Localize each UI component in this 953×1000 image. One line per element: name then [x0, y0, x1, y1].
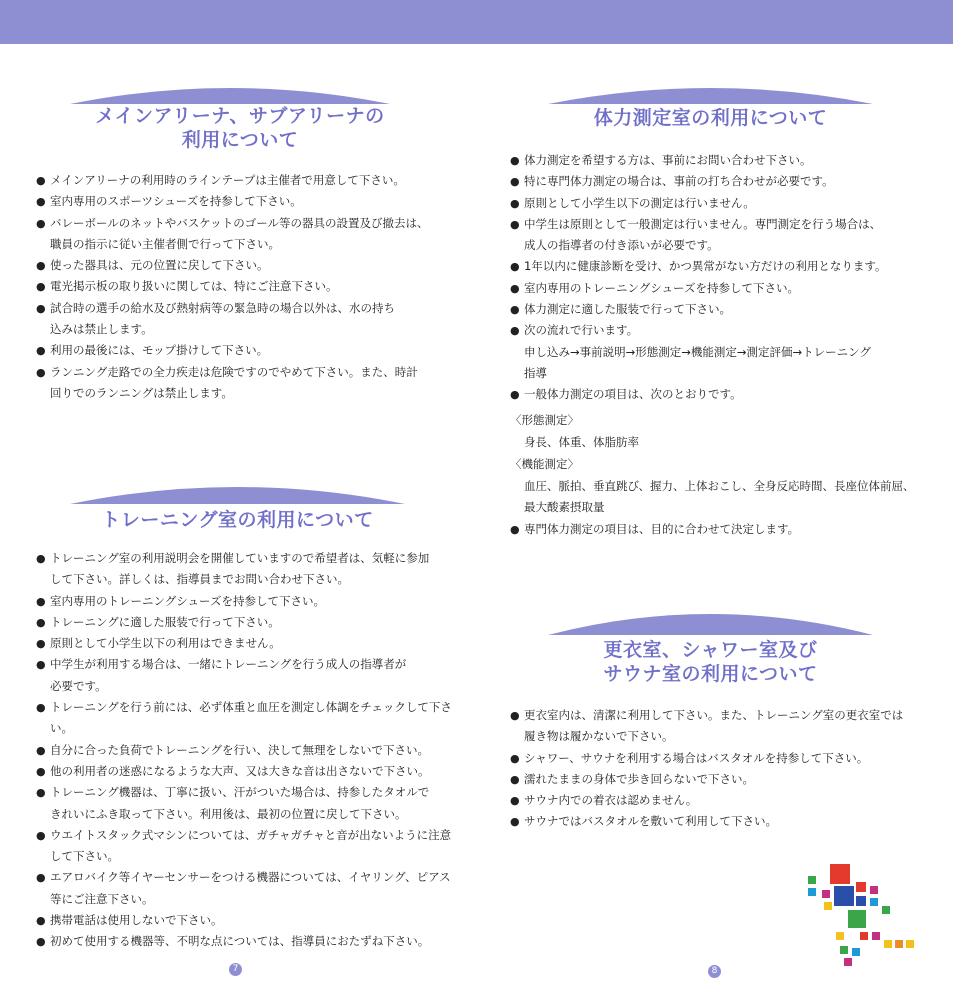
rule-item [36, 910, 461, 931]
rule-text: 濡れたままの身体で歩き回らないで下さい。 [524, 771, 754, 786]
bullet-icon: ● [36, 174, 46, 187]
rule-text: 更衣室内は、清潔に利用して下さい。また、トレーニング室の更衣室では 履き物は履かないで下さい。 [524, 708, 904, 744]
rule-text: 試合時の選手の給水及び熱射病等の緊急時の場合以外は、水の持ち 込みは禁止します。 [50, 300, 395, 337]
bullet-icon: ● [36, 552, 46, 565]
rule-text: バレーボールのネットやバスケットのゴール等の器具の設置及び撤去は、 職員の指示に従い主催者側で行って下さい。 [50, 215, 429, 251]
mosaic-square [834, 886, 854, 906]
rule-item [510, 299, 940, 320]
rule-item [510, 790, 940, 811]
rule-item [36, 255, 456, 276]
rule-item [36, 825, 461, 868]
bullet-icon: ● [36, 871, 46, 885]
rule-text: 他の利用者の迷惑になるような大声、又は大きな音は出さないで下さい。 [50, 763, 430, 778]
mosaic-square [852, 948, 860, 956]
rule-text: 体力測定に適した服装で行って下さい。 [524, 302, 731, 317]
rule-item [36, 170, 456, 191]
rule-item [36, 782, 461, 825]
rule-item [36, 191, 456, 212]
rule-item [36, 761, 461, 782]
rule-text: エアロバイク等イヤーセンサーをつける機器については、イヤリング、ピアス 等にご注意下さい。 [50, 870, 451, 906]
rule-item [36, 548, 461, 591]
rule-item [36, 298, 456, 341]
locker-title: 更衣室、シャワー室及び サウナ室の利用について [603, 639, 818, 685]
bullet-icon: ● [510, 815, 520, 829]
locker-rules [510, 705, 940, 833]
mosaic-square [860, 932, 868, 940]
bullet-icon: ● [36, 259, 46, 273]
bullet-icon: ● [36, 828, 46, 842]
bullet-icon: ● [36, 216, 46, 230]
rule-item [36, 591, 461, 612]
mosaic-square [844, 958, 852, 966]
mosaic-square [830, 864, 850, 884]
rule-text: メインアリーナの利用時のラインテープは主催者で用意して下さい。 [50, 173, 405, 187]
title-arc [548, 82, 873, 104]
rule-text: ランニング走路での全力疾走は危険ですのでやめて下さい。また、時計 回りでのランニングは禁止します。 [50, 364, 418, 400]
rule-text: トレーニング室の利用説明会を開催していますので希望者は、気軽に参加 して下さい。詳しくは、指導員までお問い合わせ下さい。 [50, 551, 430, 587]
rule-item [510, 769, 940, 790]
bullet-icon: ● [510, 281, 520, 295]
bullet-icon: ● [510, 196, 520, 210]
bullet-icon: ● [510, 324, 520, 338]
rule-text: トレーニングに適した服装で行って下さい。 [50, 614, 280, 629]
mosaic-square [856, 882, 866, 892]
rule-item [510, 748, 940, 769]
rule-text: サウナではバスタオルを敷いて利用して下さい。 [524, 814, 777, 829]
title-arc [70, 82, 390, 104]
morph-label: 〈形態測定〉 [510, 413, 579, 427]
rule-item [510, 320, 940, 384]
bullet-icon: ● [36, 195, 46, 209]
rule-text: ウエイトスタック式マシンについては、ガチャガチャと音が出ないように注意 して下さい。 [50, 827, 452, 864]
bullet-icon: ● [36, 658, 46, 672]
mosaic-square [870, 886, 878, 894]
rule-text: 原則として小学生以下の測定は行いません。 [524, 195, 755, 210]
bullet-icon: ● [510, 709, 520, 722]
mosaic-square [872, 932, 880, 940]
mosaic-square [856, 896, 866, 906]
page-number: 7 [229, 963, 242, 976]
bullet-icon: ● [510, 794, 520, 808]
rule-text: 室内専用のスポーツシューズを持参して下さい。 [50, 194, 302, 209]
bullet-icon: ● [36, 280, 46, 294]
mosaic-decoration [800, 860, 920, 975]
rule-item [36, 697, 461, 740]
rule-text: 中学生が利用する場合は、一緒にトレーニングを行う成人の指導者が 必要です。 [50, 657, 407, 693]
rule-text: 電光掲示板の取り扱いに関しては、特にご注意下さい。 [50, 279, 338, 294]
rule-item [510, 150, 940, 171]
mosaic-square [895, 940, 903, 948]
fitness-rules [510, 150, 940, 406]
rule-text: 室内専用のトレーニングシューズを持参して下さい。 [50, 593, 325, 608]
bullet-icon: ● [510, 523, 520, 536]
rule-text: 室内専用のトレーニングシューズを持参して下さい。 [524, 280, 799, 295]
mosaic-square [824, 902, 832, 910]
rule-item [36, 340, 456, 361]
rule-item [510, 214, 940, 257]
mosaic-square [848, 910, 866, 928]
rule-text: 特に専門体力測定の場合は、事前の打ち合わせが必要です。 [524, 174, 834, 189]
rule-text: 利用の最後には、モップ掛けして下さい。 [50, 343, 269, 358]
rule-item [36, 931, 461, 952]
rule-item [510, 705, 940, 748]
fitness-rules-extra [510, 519, 940, 540]
page-number: 8 [708, 965, 721, 978]
bullet-icon: ● [36, 935, 46, 949]
bullet-icon: ● [510, 751, 520, 765]
mosaic-square [884, 940, 892, 948]
func-label: 〈機能測定〉 [510, 457, 579, 471]
rule-item [36, 612, 461, 633]
mosaic-square [870, 898, 878, 906]
rule-text: 中学生は原則として一般測定は行いません。専門測定を行う場合は、 成人の指導者の付き添いが必要です。 [524, 216, 882, 253]
rule-text: 使った器具は、元の位置に戻して下さい。 [50, 258, 269, 273]
training-rules [36, 548, 461, 953]
rule-text: サウナ内での着衣は認めません。 [524, 793, 698, 808]
rule-item [36, 276, 456, 297]
rule-item [510, 278, 940, 299]
rule-item [510, 193, 940, 214]
bullet-icon: ● [36, 344, 46, 358]
top-banner [0, 0, 953, 44]
mosaic-square [836, 932, 844, 940]
mosaic-square [906, 940, 914, 948]
rule-item [36, 362, 456, 405]
rule-text: 初めて使用する機器等、不明な点については、指導員におたずね下さい。 [50, 934, 430, 949]
rule-item [510, 384, 940, 405]
rule-item [36, 633, 461, 654]
mosaic-square [808, 876, 816, 884]
arena-title: メインアリーナ、サブアリーナの 利用について [95, 105, 385, 151]
rule-text: 専門体力測定の項目は、目的に合わせて決定します。 [524, 522, 800, 536]
rule-item [510, 811, 940, 832]
rule-item [36, 740, 461, 761]
rule-text: 体力測定を希望する方は、事前にお問い合わせ下さい。 [524, 153, 812, 167]
rule-text: 原則として小学生以下の利用はできません。 [50, 636, 281, 651]
bullet-icon: ● [36, 786, 46, 800]
training-title: トレーニング室の利用について [101, 509, 374, 531]
rule-text: 一般体力測定の項目は、次のとおりです。 [524, 387, 742, 402]
rule-item [36, 213, 456, 256]
rule-text: シャワー、サウナを利用する場合はバスタオルを持参して下さい。 [524, 750, 869, 765]
bullet-icon: ● [510, 260, 520, 274]
rule-text: トレーニングを行う前には、必ず体重と血圧を測定し体調をチェックして下さい。 [50, 700, 452, 736]
bullet-icon: ● [510, 217, 520, 231]
rule-item [36, 654, 461, 697]
rule-text: 次の流れで行います。 申し込み→事前説明→形態測定→機能測定→測定評価→トレーニング 指導 [524, 323, 871, 380]
title-arc [548, 605, 873, 635]
rule-item [36, 867, 461, 910]
arena-rules [36, 170, 456, 404]
bullet-icon: ● [510, 175, 520, 189]
bullet-icon: ● [510, 772, 520, 786]
mosaic-square [822, 890, 830, 898]
mosaic-square [882, 906, 890, 914]
mosaic-square [808, 888, 816, 896]
rule-text: トレーニング機器は、丁寧に扱い、汗がついた場合は、持参したタオルで きれいにふき取って下さい。利用後は、最初の位置に戻して下さい。 [50, 785, 430, 821]
title-arc [70, 480, 405, 504]
fitness-title: 体力測定室の利用について [593, 107, 828, 129]
bullet-icon: ● [510, 388, 520, 402]
bullet-icon: ● [36, 615, 46, 629]
bullet-icon: ● [36, 914, 46, 928]
bullet-icon: ● [36, 701, 46, 715]
rule-text: 携帯電話は使用しないで下さい。 [50, 913, 223, 928]
rule-text: 自分に合った負荷でトレーニングを行い、決して無理をしないで下さい。 [50, 742, 430, 757]
rule-item [510, 171, 940, 192]
rule-item [510, 519, 940, 540]
bullet-icon: ● [36, 301, 46, 315]
bullet-icon: ● [510, 154, 520, 167]
morph-text: 身長、体重、体脂肪率 [524, 435, 639, 449]
bullet-icon: ● [36, 365, 46, 379]
bullet-icon: ● [510, 303, 520, 317]
rule-text: 1年以内に健康診断を受け、かつ異常がない方だけの利用となります。 [524, 259, 887, 274]
mosaic-square [840, 946, 848, 954]
func-text: 血圧、脈拍、垂直跳び、握力、上体おこし、全身反応時間、長座位体前屈、 最大酸素摂取量 [524, 479, 915, 515]
bullet-icon: ● [36, 743, 46, 757]
bullet-icon: ● [36, 594, 46, 608]
rule-item [510, 256, 940, 277]
bullet-icon: ● [36, 764, 46, 778]
bullet-icon: ● [36, 637, 46, 651]
